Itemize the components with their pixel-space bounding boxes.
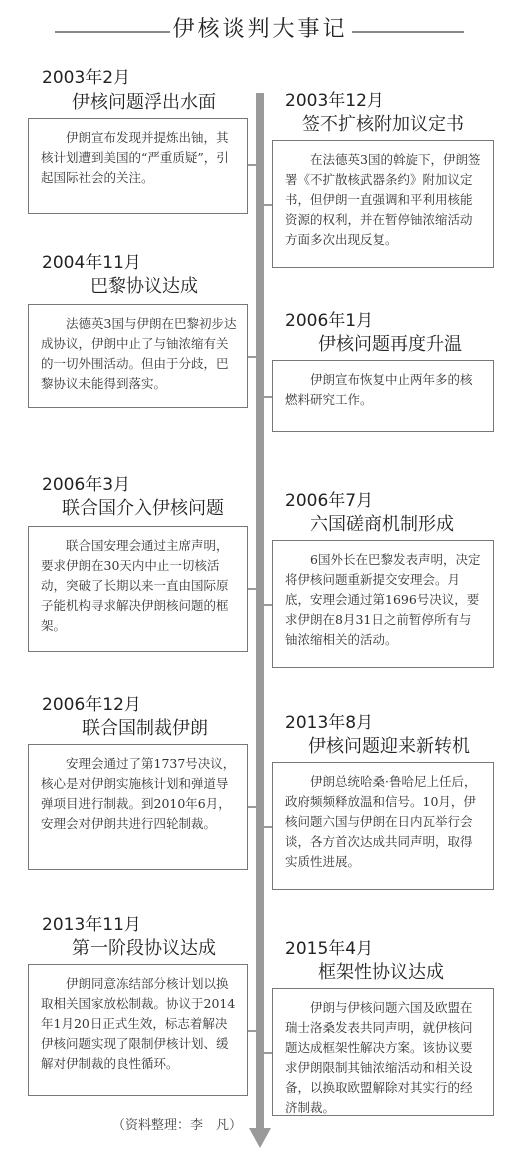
page-title: 伊核谈判大事记 <box>172 17 348 42</box>
event-connector <box>248 164 256 166</box>
event-date: 2004年11月 <box>42 253 141 273</box>
event-date: 2015年4月 <box>285 939 374 959</box>
event-headline: 签不扩核附加议定书 <box>302 114 464 135</box>
event-text: 法德英3国与伊朗在巴黎初步达成协议，伊朗中止了与铀浓缩有关的一切外围活动。但由于分歧，巴黎协议未能得到落实。 <box>41 316 237 391</box>
source-credit: （资料整理：李 凡） <box>112 1118 243 1133</box>
event-headline: 巴黎协议达成 <box>90 276 198 297</box>
event-connector <box>248 806 256 808</box>
event-connector <box>248 588 256 590</box>
event-headline: 伊核问题浮出水面 <box>72 92 216 113</box>
event-date: 2013年8月 <box>285 713 374 733</box>
event-date: 2006年7月 <box>285 491 374 511</box>
event-connector <box>248 1030 256 1032</box>
event-connector <box>264 826 272 828</box>
event-text: 伊朗同意冻结部分核计划以换取相关国家放松制裁。协议于2014年1月20日正式生效，标志着解决伊核问题实现了限制伊核计划、缓解对伊制裁的良性循环。 <box>41 976 236 1071</box>
event-box <box>28 526 248 652</box>
event-text: 伊朗宣布恢复中止两年多的核燃料研究工作。 <box>285 372 473 407</box>
event-box <box>272 988 494 1116</box>
event-connector <box>264 396 272 398</box>
event-date: 2006年1月 <box>285 311 374 331</box>
event-box <box>272 762 494 890</box>
event-text: 在法德英3国的斡旋下，伊朗签署《不扩散核武器条约》附加议定书，但伊朗一直强调和平利用核能资源的权利，并在暂停铀浓缩活动方面多次出现反复。 <box>285 152 481 247</box>
timeline-arrow-head <box>249 1128 271 1148</box>
event-text: 6国外长在巴黎发表声明，决定将伊核问题重新提交安理会。月底，安理会通过第1696号决议，要求伊朗在8月31日之前暂停所有与铀浓缩相关的活动。 <box>285 552 481 647</box>
event-box <box>28 304 248 408</box>
event-connector <box>264 204 272 206</box>
event-date: 2003年2月 <box>42 68 131 88</box>
event-headline: 第一阶段协议达成 <box>72 938 216 959</box>
event-date: 2006年3月 <box>42 475 131 495</box>
event-box <box>28 964 248 1096</box>
event-headline: 联合国制裁伊朗 <box>82 718 208 739</box>
event-text: 伊朗宣布发现并提炼出铀，其核计划遭到美国的“严重质疑”，引起国际社会的关注。 <box>41 130 229 185</box>
event-connector <box>248 356 256 358</box>
event-date: 2006年12月 <box>42 695 141 715</box>
event-text: 伊朗总统哈桑·鲁哈尼上任后，政府频频释放温和信号。10月，伊核问题六国与伊朗在日内瓦举行会谈，各方首次达成共同声明，取得实质性进展。 <box>285 774 477 869</box>
event-box <box>28 744 248 870</box>
event-text: 伊朗与伊核问题六国及欧盟在瑞士洛桑发表共同声明，就伊核问题达成框架性解决方案。该协议要求伊朗限制其铀浓缩活动和相关设备，以换取欧盟解除对其实行的经济制裁。 <box>285 1000 473 1115</box>
event-headline: 伊核问题再度升温 <box>318 334 462 355</box>
event-text: 联合国安理会通过主席声明，要求伊朗在30天内中止一切核活动，突破了长期以来一直由国际原子能机构寻求解决伊朗核问题的框架。 <box>41 538 229 633</box>
event-box <box>272 360 494 432</box>
event-headline: 联合国介入伊核问题 <box>62 498 224 519</box>
event-connector <box>264 1052 272 1054</box>
event-text: 安理会通过了第1737号决议，核心是对伊朗实施核计划和弹道导弹项目进行制裁。到2010年6月，安理会对伊朗共进行四轮制裁。 <box>41 756 236 831</box>
event-box <box>272 540 494 668</box>
event-box <box>272 140 494 268</box>
event-headline: 框架性协议达成 <box>318 962 444 983</box>
event-headline: 六国磋商机制形成 <box>310 514 454 535</box>
event-box <box>28 118 248 214</box>
event-headline: 伊核问题迎来新转机 <box>308 736 470 757</box>
event-date: 2003年12月 <box>285 91 384 111</box>
timeline-axis <box>256 93 264 1130</box>
event-date: 2013年11月 <box>42 915 141 935</box>
event-connector <box>264 604 272 606</box>
